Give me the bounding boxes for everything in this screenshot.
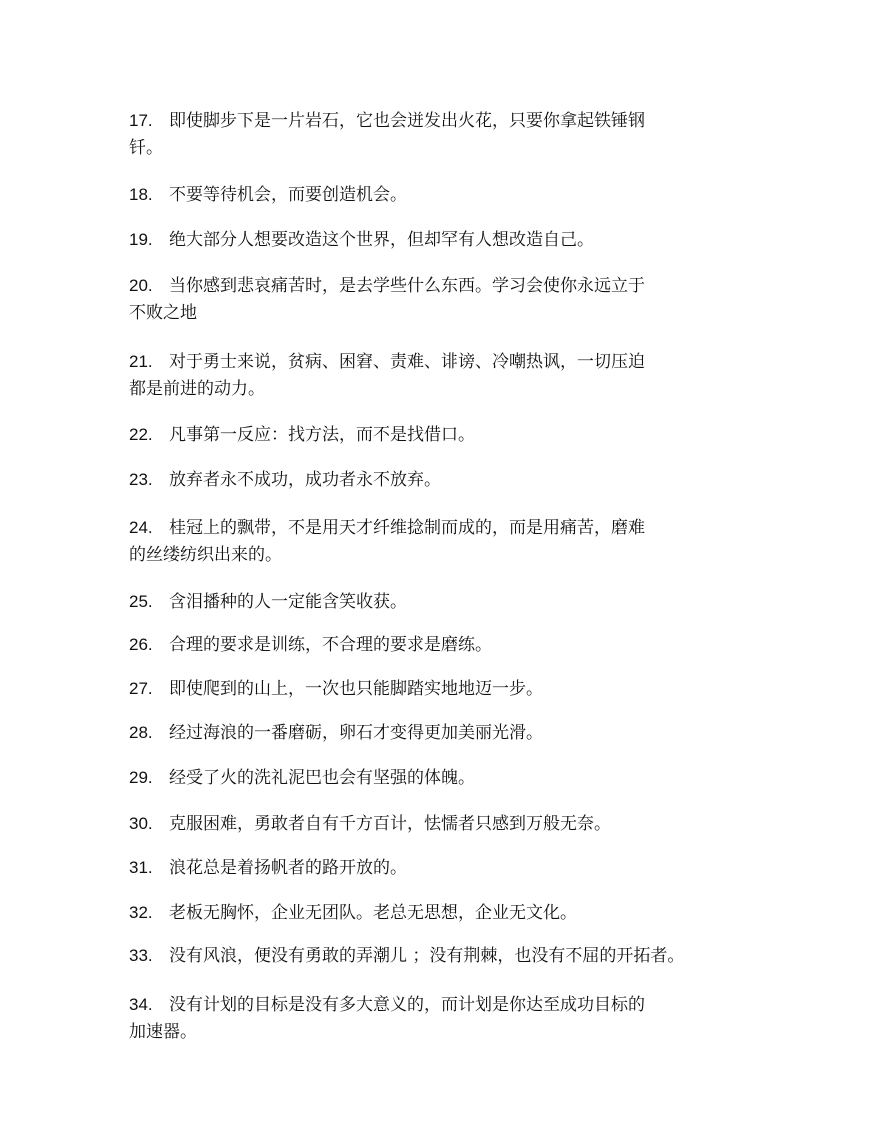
item-number: 27. — [129, 679, 153, 698]
list-item — [129, 466, 749, 494]
item-text-continued: 的丝缕纺织出来的。 — [129, 545, 282, 565]
list-item — [129, 719, 749, 747]
item-number: 20. — [129, 276, 153, 295]
item-text: 绝大部分人想要改造这个世界，但却罕有人想改造自己。 — [169, 230, 594, 250]
item-number: 23. — [129, 470, 153, 489]
item-number: 29. — [129, 768, 153, 787]
item-text: 桂冠上的飘带，不是用天才纤维捻制而成的，而是用痛苦，磨难 — [169, 518, 645, 538]
item-number: 32. — [129, 903, 153, 922]
item-text: 放弃者永不成功，成功者永不放弃。 — [169, 470, 441, 490]
item-text: 经受了火的洗礼泥巴也会有坚强的体魄。 — [169, 768, 475, 788]
item-text-continued: 不败之地 — [129, 303, 197, 323]
item-text: 老板无胸怀，企业无团队。老总无思想，企业无文化。 — [169, 903, 577, 923]
list-item — [129, 421, 749, 449]
item-number: 30. — [129, 814, 153, 833]
list-item — [129, 764, 749, 792]
item-number: 22. — [129, 425, 153, 444]
item-text: 没有计划的目标是没有多大意义的，而计划是你达至成功目标的 — [169, 995, 645, 1015]
list-item — [129, 272, 749, 327]
list-item — [129, 107, 749, 162]
item-text: 含泪播种的人一定能含笑收获。 — [169, 592, 407, 612]
item-number: 31. — [129, 858, 153, 877]
list-item — [129, 854, 749, 882]
list-item — [129, 899, 749, 927]
list-item — [129, 810, 749, 838]
item-text: 没有风浪，便没有勇敢的弄潮儿 ；没有荆棘，也没有不屈的开拓者。 — [169, 946, 685, 966]
item-text: 对于勇士来说，贫病、困窘、责难、诽谤、冷嘲热讽，一切压迫 — [169, 352, 645, 372]
item-number: 33. — [129, 946, 153, 965]
list-item — [129, 942, 769, 970]
item-number: 25. — [129, 592, 153, 611]
list-item — [129, 226, 749, 254]
item-text: 浪花总是着扬帆者的路开放的。 — [169, 858, 407, 878]
item-number: 24. — [129, 518, 153, 537]
item-number: 21. — [129, 352, 153, 371]
item-number: 28. — [129, 723, 153, 742]
item-text: 凡事第一反应：找方法，而不是找借口。 — [169, 425, 475, 445]
item-number: 18. — [129, 185, 153, 204]
item-text: 不要等待机会，而要创造机会。 — [169, 185, 407, 205]
list-item — [129, 348, 749, 403]
list-item — [129, 181, 749, 209]
list-item — [129, 631, 749, 659]
item-text: 即使脚步下是一片岩石，它也会迸发出火花，只要你拿起铁锤钢 — [169, 111, 645, 131]
list-item — [129, 991, 749, 1046]
list-item — [129, 514, 749, 569]
item-number: 26. — [129, 635, 153, 654]
item-text-continued: 都是前进的动力。 — [129, 379, 265, 399]
item-text: 经过海浪的一番磨砺，卵石才变得更加美丽光滑。 — [169, 723, 543, 743]
item-text-continued: 钎。 — [129, 138, 163, 158]
item-number: 17. — [129, 111, 153, 130]
list-item — [129, 588, 749, 616]
item-number: 19. — [129, 230, 153, 249]
item-text: 即使爬到的山上，一次也只能脚踏实地地迈一步。 — [169, 679, 543, 699]
item-text: 克服困难，勇敢者自有千方百计，怯懦者只感到万般无奈。 — [169, 814, 611, 834]
item-number: 34. — [129, 995, 153, 1014]
item-text: 合理的要求是训练，不合理的要求是磨练。 — [169, 635, 492, 655]
list-item — [129, 675, 749, 703]
item-text: 当你感到悲哀痛苦时，是去学些什么东西。学习会使你永远立于 — [169, 276, 645, 296]
item-text-continued: 加速器。 — [129, 1022, 197, 1042]
